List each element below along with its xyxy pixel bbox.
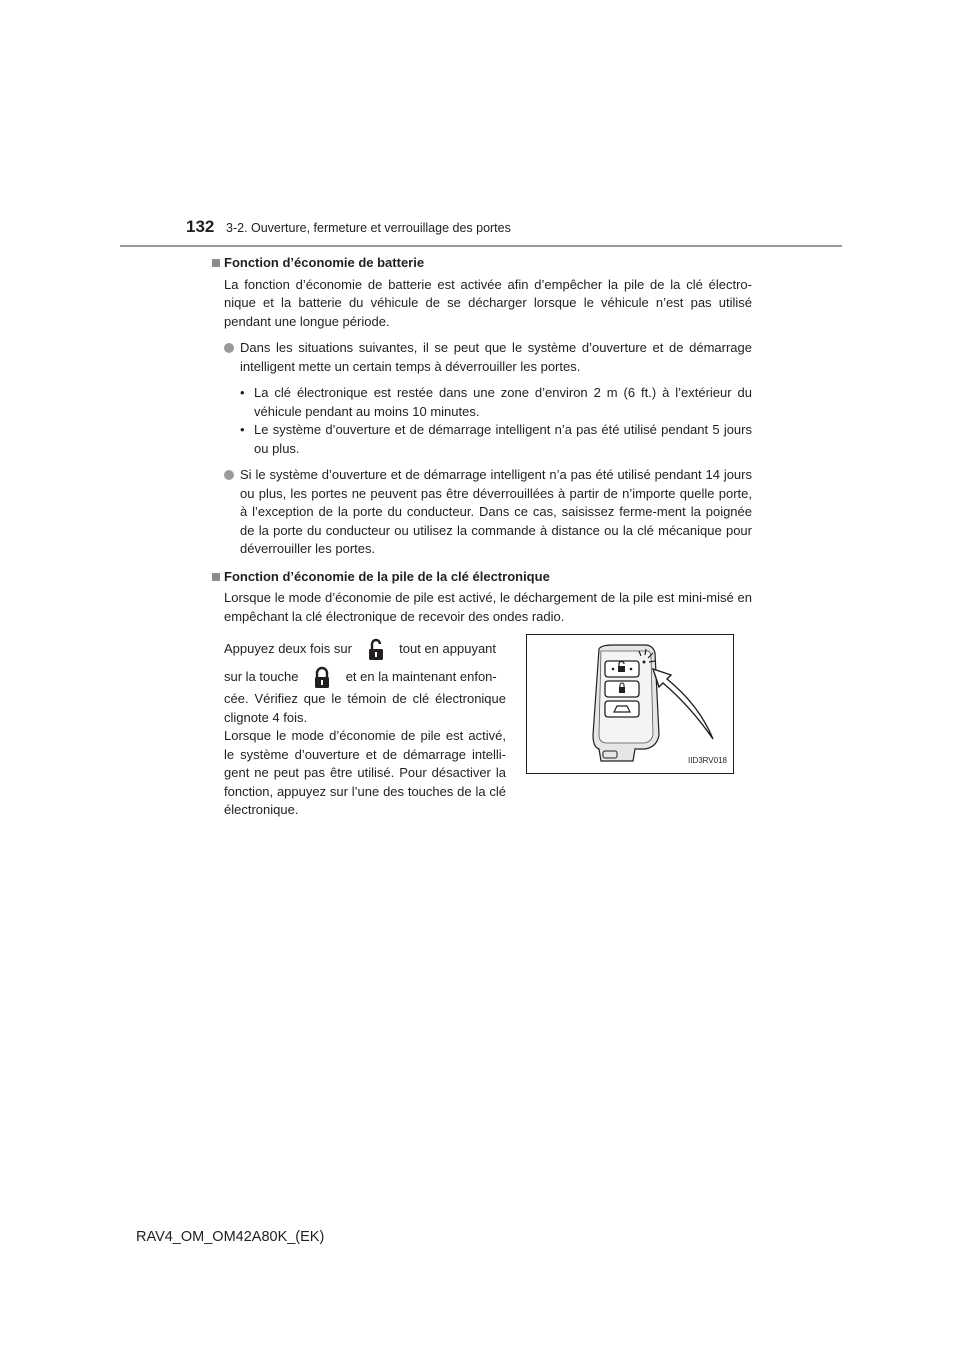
bullet-text: Si le système d’ouverture et de démarrage intelligent n’a pas été utilisé pendant 14 jours ou plus, les portes ne peuvent pas être déverrouillées à partir de n’importe quelle porte, à l’exception de la porte du conducteur. Dans ce cas, saisissez ferme-ment la poignée de la porte du conducteur ou utilisez la commande à distance ou la clé mécanique pour déverrouiller les portes. <box>240 467 752 556</box>
unlock-icon <box>362 637 390 663</box>
bullet-item <box>240 339 752 376</box>
bullet-dot-icon <box>224 470 234 480</box>
instruction-part: Appuyez deux fois sur <box>224 641 352 656</box>
section-title: Fonction d’économie de batterie <box>224 255 425 270</box>
sub-bullet-icon: • <box>240 422 245 437</box>
instruction-part: sur la touche <box>224 669 299 684</box>
instruction-part: tout en appuyant <box>399 641 497 656</box>
section-heading-key-battery-saving <box>212 568 752 587</box>
bullet-text: Dans les situations suivantes, il se peut que le système d’ouverture et de démarrage intelligent mette un certain temps à déverrouiller les portes. <box>240 340 752 374</box>
instruction-rest: cée. Vérifiez que le témoin de clé électronique clignote 4 fois. Lorsque le mode d’économie de pile est activé, le système d’ouverture et de démarrage intelli-gent ne peut pas être utilisé. Pour désactiver la fonction, appuyez sur l’une des touches de la clé électronique. <box>224 691 506 817</box>
sub-list <box>212 384 752 458</box>
section-heading-battery-saving <box>212 254 752 273</box>
sub-item <box>240 384 752 421</box>
header-rule <box>120 245 842 247</box>
instruction-line <box>224 664 506 690</box>
footer-doc-id: RAV4_OM_OM42A80K_(EK) <box>136 1229 325 1245</box>
page-number: 132 <box>186 217 215 236</box>
sub-item <box>240 421 752 458</box>
section-intro: Lorsque le mode d’économie de pile est activé, le déchargement de la pile est mini-misé en empêchant la clé électronique de recevoir des ondes radio. <box>224 590 752 624</box>
heading-square-icon <box>212 573 220 581</box>
bullet-item <box>240 466 752 559</box>
sub-item-text: La clé électronique est restée dans une zone d’environ 2 m (6 ft.) à l’extérieur du véhicule pendant au moins 10 minutes. <box>254 385 752 419</box>
running-head: 3-2. Ouverture, fermeture et verrouillage des portes <box>226 221 511 235</box>
instruction-line <box>224 636 506 662</box>
bullet-dot-icon <box>224 343 234 353</box>
section-title: Fonction d’économie de la pile de la clé électronique <box>224 568 550 584</box>
figure-code: IID3RV018 <box>688 755 727 765</box>
section-intro: La fonction d’économie de batterie est activée afin d’empêcher la pile de la clé électro-nique et la batterie du véhicule de se décharger lorsque le véhicule n’est pas utilisé pendant une longue période. <box>224 276 752 329</box>
page-content <box>212 254 752 816</box>
sub-item-text: Le système d’ouverture et de démarrage intelligent n’a pas été utilisé pendant 5 jours ou plus. <box>254 422 752 456</box>
sub-bullet-icon: • <box>240 385 245 400</box>
lock-icon <box>308 665 336 691</box>
instruction-block <box>224 636 752 816</box>
instruction-part: et en la maintenant enfon- <box>345 669 497 684</box>
instruction-text <box>224 636 506 820</box>
key-fob-figure <box>526 634 734 774</box>
heading-square-icon <box>212 259 220 267</box>
